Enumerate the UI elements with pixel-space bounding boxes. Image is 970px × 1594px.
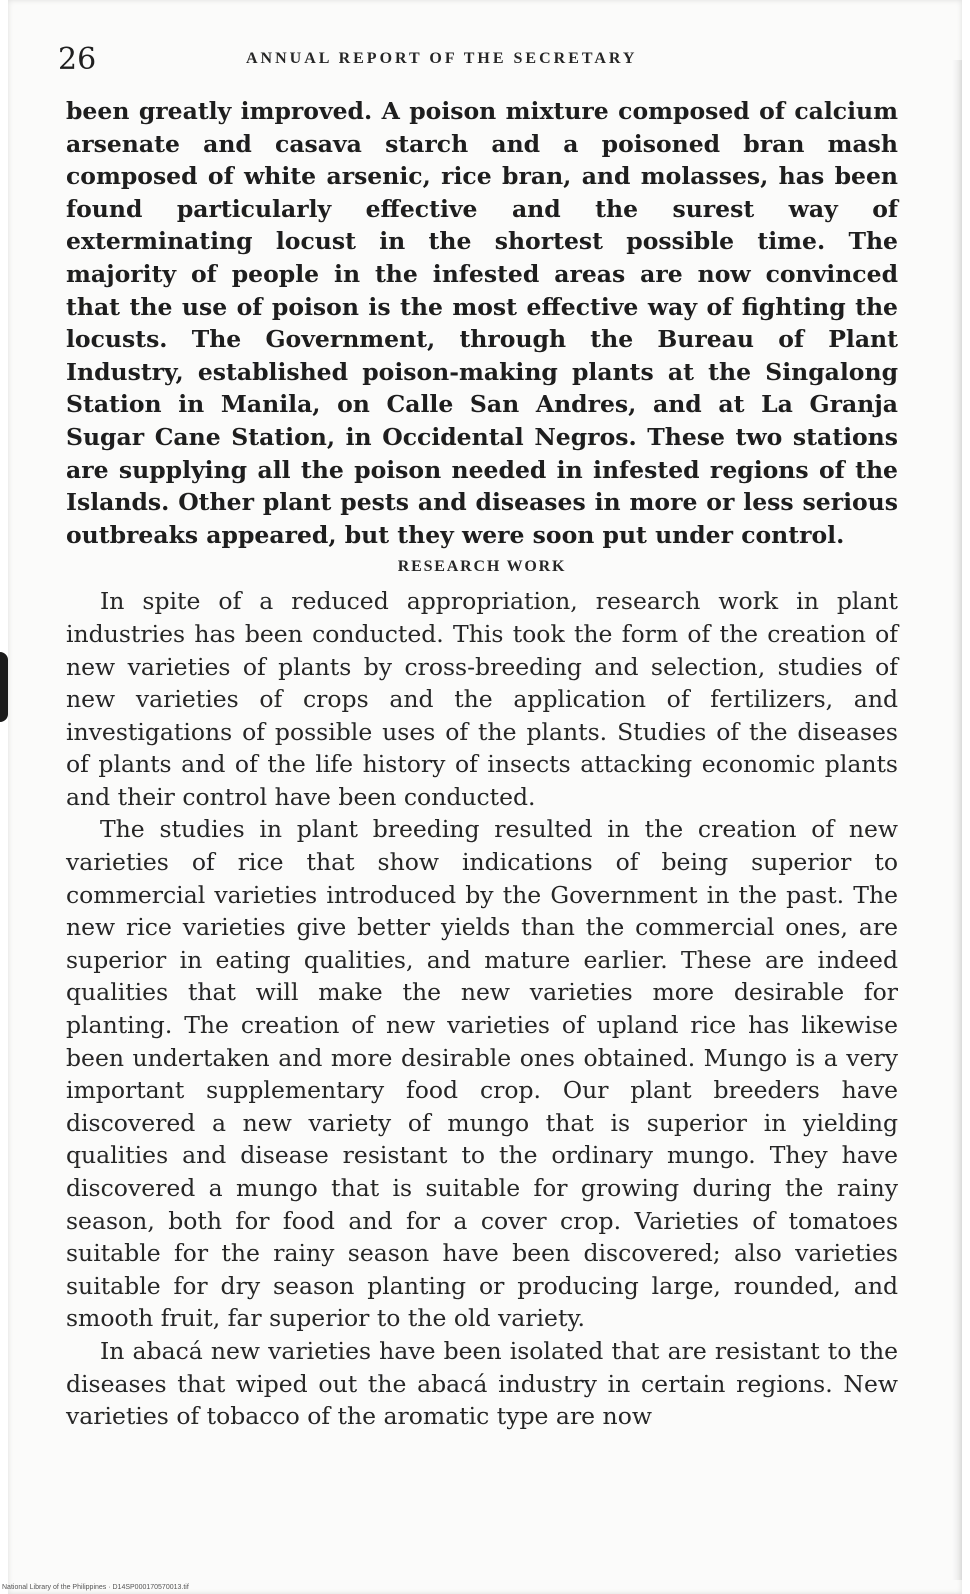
page-body <box>66 95 898 1433</box>
section-heading: RESEARCH WORK <box>397 558 567 576</box>
paragraph-abaca: In abacá new varieties have been isolated that are resistant to the diseases that wiped out the abacá industry in certain regions. New varieties of tobacco of the aromatic type are now <box>66 1336 898 1431</box>
document-page <box>8 0 962 1594</box>
running-head: ANNUAL REPORT OF THE SECRETARY <box>246 50 638 67</box>
page-edge-shadow <box>952 60 962 1580</box>
paragraph-continued: been greatly improved. A poison mixture composed of calcium arsenate and casava starch and a poisoned bran mash composed of white arsenic, rice bran, and molasses, has been found particularly effective and the surest way of exterminating locust in the shortest possible time. The majority of people in the infested areas are now convinced that the use of poison is the most effective way of fighting the locusts. The Government, through the Bureau of Plant Industry, established poison-making plants at the Singalong Station in Manila, on Calle San Andres, and at La Granja Sugar Cane Station, in Occidental Negros. These two stations are supplying all the poison needed in infested regions of the Islands. Other plant pests and diseases in more or less serious outbreaks appeared, but they were soon put under control. <box>66 97 898 549</box>
paragraph-plant-breeding: The studies in plant breeding resulted in the creation of new varieties of rice that show indications of being superior to commercial varieties introduced by the Government in the past. The new rice varieties give better yields than the commercial ones, are superior in eating qualities, and mature earlier. These are indeed qualities that will make the new varieties more desirable for planting. The creation of new varieties of upland rice has likewise been undertaken and more desirable ones obtained. Mungo is a very important supplementary food crop. Our plant breeders have discovered a new variety of mungo that is superior in yielding qualities and disease resistant to the ordinary mungo. They have discovered a mungo that is suitable for growing during the rainy season, both for food and for a cover crop. Varieties of tomatoes suitable for the rainy season have been discovered; also varieties suitable for dry season planting or producing large, rounded, and smooth fruit, far superior to the old variety. <box>66 815 898 1333</box>
paragraph-research-intro: In spite of a reduced appropriation, research work in plant industries has been conducted. This took the form of the creation of new varieties of plants by cross-breeding and selection, studies of new varieties of crops and the application of fertilizers, and investigations of possible uses of the plants. Studies of the diseases of plants and of the life history of insects attacking economic plants and their control have been conducted. <box>66 587 898 811</box>
page-header <box>58 42 908 78</box>
page-number: 26 <box>58 42 97 77</box>
binding-mark <box>0 652 8 722</box>
scan-footer-note: National Library of the Philippines · D14SP000170570013.tif <box>2 1584 189 1591</box>
